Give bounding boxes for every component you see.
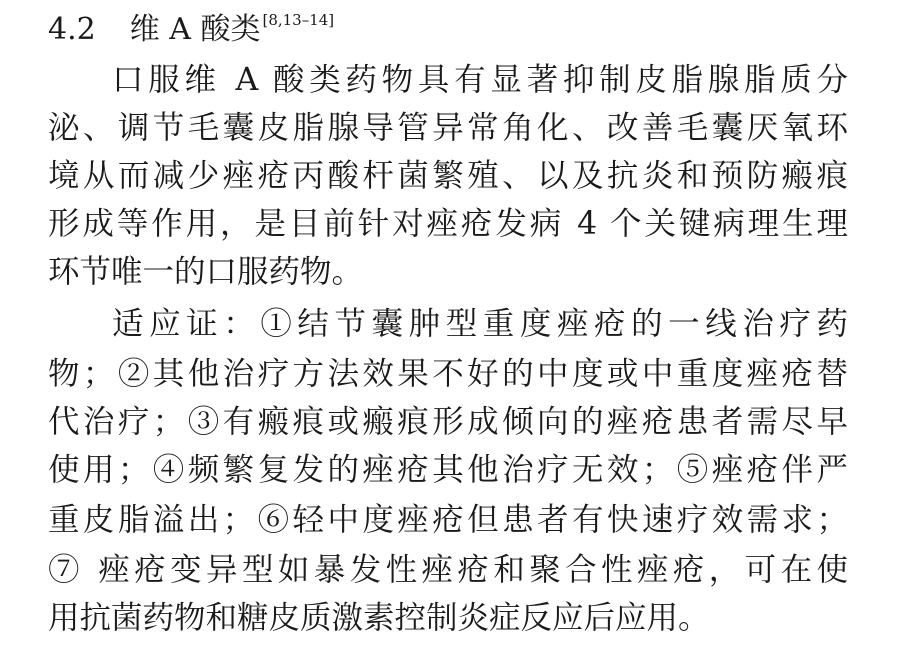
- paragraph-line: 环节唯一的口服药物。: [48, 254, 364, 290]
- paragraph-line: 用抗菌药物和糖皮质激素控制炎症反应后应用。: [48, 600, 710, 636]
- paragraph-line: 物；②其他治疗方法效果不好的中度或中重度痤疮替: [48, 356, 848, 392]
- paragraph-line: 适应证：①结节囊肿型重度痤疮的一线治疗药: [112, 306, 848, 342]
- paragraph-line: 泌、调节毛囊皮脂腺导管异常角化、改善毛囊厌氧环: [48, 110, 848, 146]
- section-number: 4.2: [48, 12, 96, 47]
- paragraph-line: 口服维 A 酸类药物具有显著抑制皮脂腺脂质分: [112, 62, 848, 98]
- citation-ref: [8,13–14]: [262, 11, 335, 29]
- paragraph-line: 代治疗；③有瘢痕或瘢痕形成倾向的痤疮患者需尽早: [48, 404, 848, 440]
- paragraph-line: 境从而减少痤疮丙酸杆菌繁殖、以及抗炎和预防瘢痕: [48, 158, 848, 194]
- paragraph-line: 重皮脂溢出；⑥轻中度痤疮但患者有快速疗效需求；: [48, 502, 848, 538]
- paragraph-line: 形成等作用，是目前针对痤疮发病 4 个关键病理生理: [48, 206, 848, 242]
- paragraph-line: ⑦ 痤疮变异型如暴发性痤疮和聚合性痤疮，可在使: [48, 552, 848, 588]
- section-heading: [48, 8, 334, 52]
- paragraph-line: 使用；④频繁复发的痤疮其他治疗无效；⑤痤疮伴严: [48, 452, 848, 488]
- section-title: 维 A 酸类: [129, 12, 261, 47]
